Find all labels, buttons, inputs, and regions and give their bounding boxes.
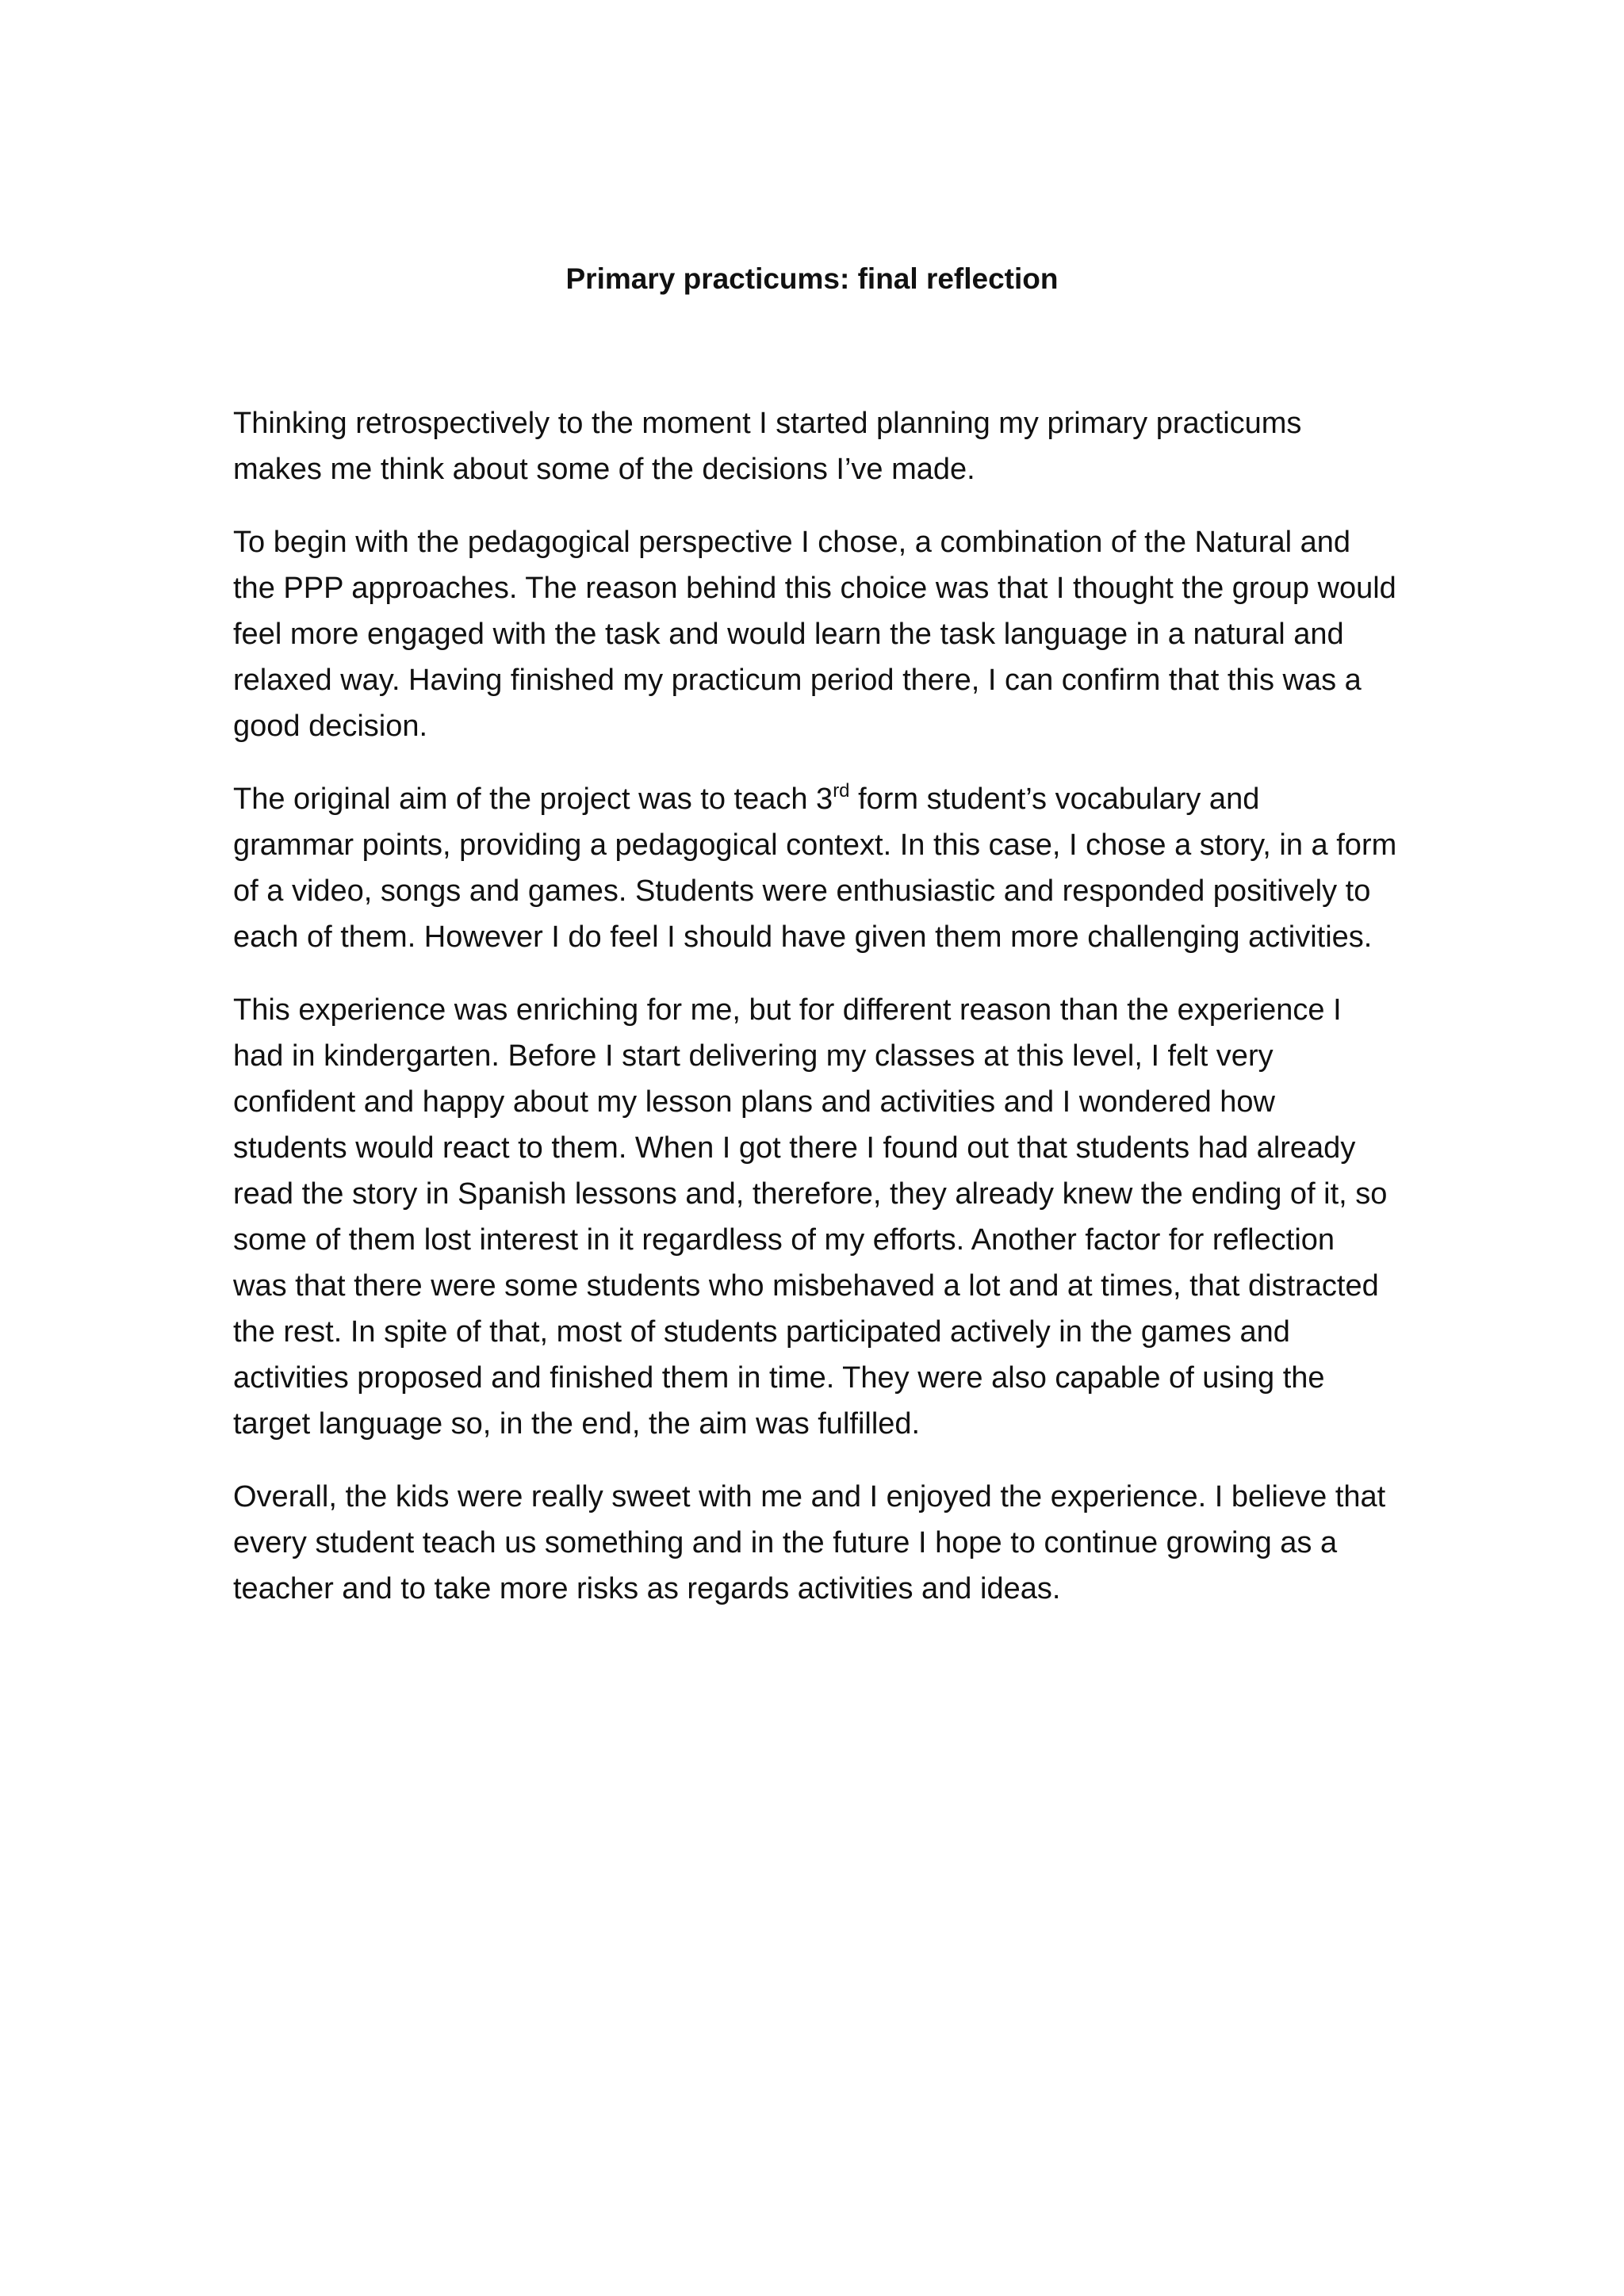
text-line: Thinking retrospectively to the moment I started planning my primary practicums	[233, 407, 1302, 440]
text-line: some of them lost interest in it regardless of my efforts. Another factor for reflection	[233, 1223, 1335, 1257]
text-line: feel more engaged with the task and would learn the task language in a natural and	[233, 618, 1344, 651]
text-line: This experience was enriching for me, but for different reason than the experience I	[233, 993, 1342, 1027]
paragraph-5	[233, 1474, 1407, 1612]
paragraph-1	[233, 400, 1407, 492]
ordinal-superscript: rd	[833, 780, 850, 802]
text-segment: The original aim of the project was to teach 3	[233, 783, 833, 816]
document-title: Primary practicums: final reflection	[565, 262, 1059, 295]
text-line: was that there were some students who misbehaved a lot and at times, that distracted	[233, 1269, 1379, 1303]
paragraph-2	[233, 519, 1407, 749]
document-body	[233, 400, 1407, 1639]
text-line: Overall, the kids were really sweet with me and I enjoyed the experience. I believe that	[233, 1480, 1386, 1513]
text-line: students would react to them. When I got there I found out that students had already	[233, 1131, 1356, 1165]
text-line: the rest. In spite of that, most of students participated actively in the games and	[233, 1315, 1290, 1349]
text-line: of a video, songs and games. Students were enthusiastic and responded positively to	[233, 874, 1371, 908]
text-segment: form student’s vocabulary and	[849, 783, 1260, 816]
text-line: had in kindergarten. Before I start delivering my classes at this level, I felt very	[233, 1039, 1274, 1073]
text-line: every student teach us something and in the future I hope to continue growing as a	[233, 1526, 1338, 1559]
paragraph-4	[233, 987, 1407, 1447]
text-line: relaxed way. Having finished my practicum period there, I can confirm that this was a	[233, 664, 1362, 697]
text-line: grammar points, providing a pedagogical context. In this case, I chose a story, in a form	[233, 828, 1397, 862]
text-line: makes me think about some of the decisions I’ve made.	[233, 453, 975, 486]
text-line: confident and happy about my lesson plans and activities and I wondered how	[233, 1085, 1275, 1119]
text-line: the PPP approaches. The reason behind this choice was that I thought the group would	[233, 572, 1396, 605]
text-line: target language so, in the end, the aim was fulfilled.	[233, 1407, 921, 1441]
text-line: To begin with the pedagogical perspective I chose, a combination of the Natural and	[233, 526, 1351, 559]
text-line: each of them. However I do feel I should have given them more challenging activities.	[233, 920, 1373, 954]
text-line: teacher and to take more risks as regards activities and ideas.	[233, 1572, 1061, 1605]
text-line: read the story in Spanish lessons and, therefore, they already knew the ending of it, so	[233, 1177, 1388, 1211]
text-line	[233, 776, 1407, 822]
text-line: good decision.	[233, 710, 428, 743]
text-line: activities proposed and finished them in time. They were also capable of using the	[233, 1361, 1325, 1395]
paragraph-3	[233, 776, 1407, 960]
